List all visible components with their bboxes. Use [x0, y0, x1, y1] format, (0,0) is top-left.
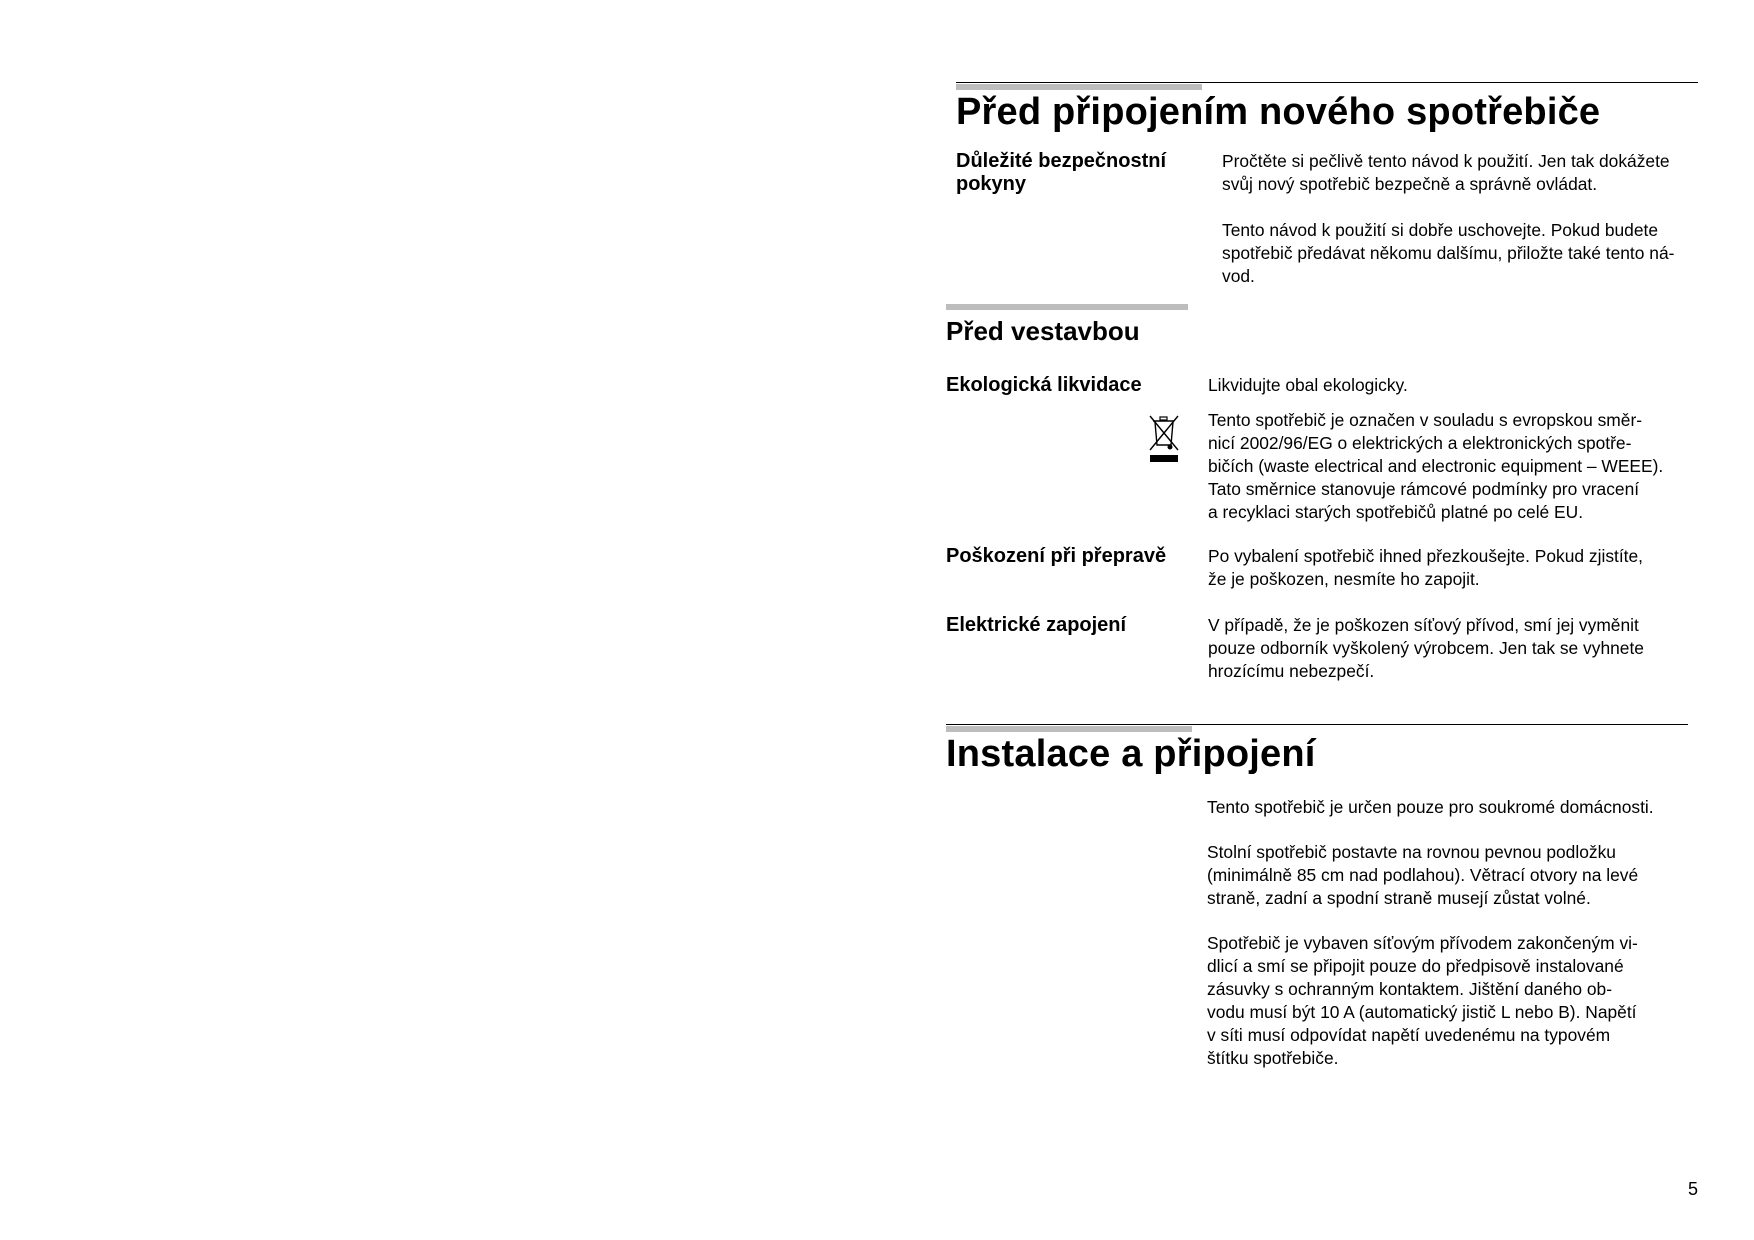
transport-paragraph: Po vybalení spotřebič ihned přezkoušejte. Pokud zjistíte, že je poškozen, nesmíte ho zapojit. [1208, 546, 1644, 589]
section-title: Před připojením nového spotřebiče [956, 91, 1601, 133]
install-paragraph-2: Stolní spotřebič postavte na rovnou pevnou podložku (minimálně 85 cm nad podlahou). Větrací otvory na levé straně, zadní a spodní straně musejí zůstat volné. [1207, 842, 1639, 908]
subsection-accent-bar [946, 304, 1188, 310]
section-rule [956, 82, 1698, 83]
section-header-3 [946, 724, 1688, 784]
eco-label: Ekologická likvidace [946, 374, 1142, 396]
eco-paragraph-1: Likvidujte obal ekologicky. [1208, 375, 1408, 395]
safety-paragraph-1: Pročtěte si pečlivě tento návod k použití. Jen tak dokážete svůj nový spotřebič bezpečně a správně ovládat. [1222, 151, 1670, 194]
safety-paragraph-2: Tento návod k použití si dobře uschovejte. Pokud budete spotřebič předávat někomu dalšímu, přiložte také tento ná- vod. [1222, 220, 1675, 286]
transport-label: Poškození při přepravě [946, 545, 1167, 567]
section-header-1 [956, 82, 1698, 142]
safety-label: Důležité bezpečnostní pokyny [956, 150, 1167, 195]
install-paragraph-1: Tento spotřebič je určen pouze pro soukromé domácnosti. [1207, 797, 1654, 817]
electrical-paragraph: V případě, že je poškozen síťový přívod, smí jej vyměnit pouze odborník vyškolený výrobcem. Jen tak se vyhnete hrozícímu nebezpečí. [1208, 615, 1644, 681]
subsection-title: Před vestavbou [946, 316, 1140, 346]
section-title: Instalace a připojení [946, 733, 1316, 775]
section-rule [946, 724, 1688, 725]
weee-bin-icon [1147, 412, 1181, 466]
install-paragraph-3: Spotřebič je vybaven síťovým přívodem zakončeným vi- dlicí a smí se připojit pouze do předpisově instalované zásuvky s ochranným kontaktem. Jištění daného ob- vodu musí být 10 A (automatický jistič L nebo B). Napětí v síti musí odpovídat napětí uvedenému na typovém štítku spotřebiče. [1207, 933, 1638, 1068]
eco-paragraph-2: Tento spotřebič je označen v souladu s evropskou směr- nicí 2002/96/EG o elektrických a elektronických spotře- bičích (waste electrical and electronic equipment – WEEE). Tato směrnice stanovuje rámcové podmínky pro vracení a recyklaci starých spotřebičů platné po celé EU. [1208, 410, 1664, 522]
electrical-label: Elektrické zapojení [946, 614, 1127, 636]
page-number: 5 [1687, 1179, 1698, 1199]
